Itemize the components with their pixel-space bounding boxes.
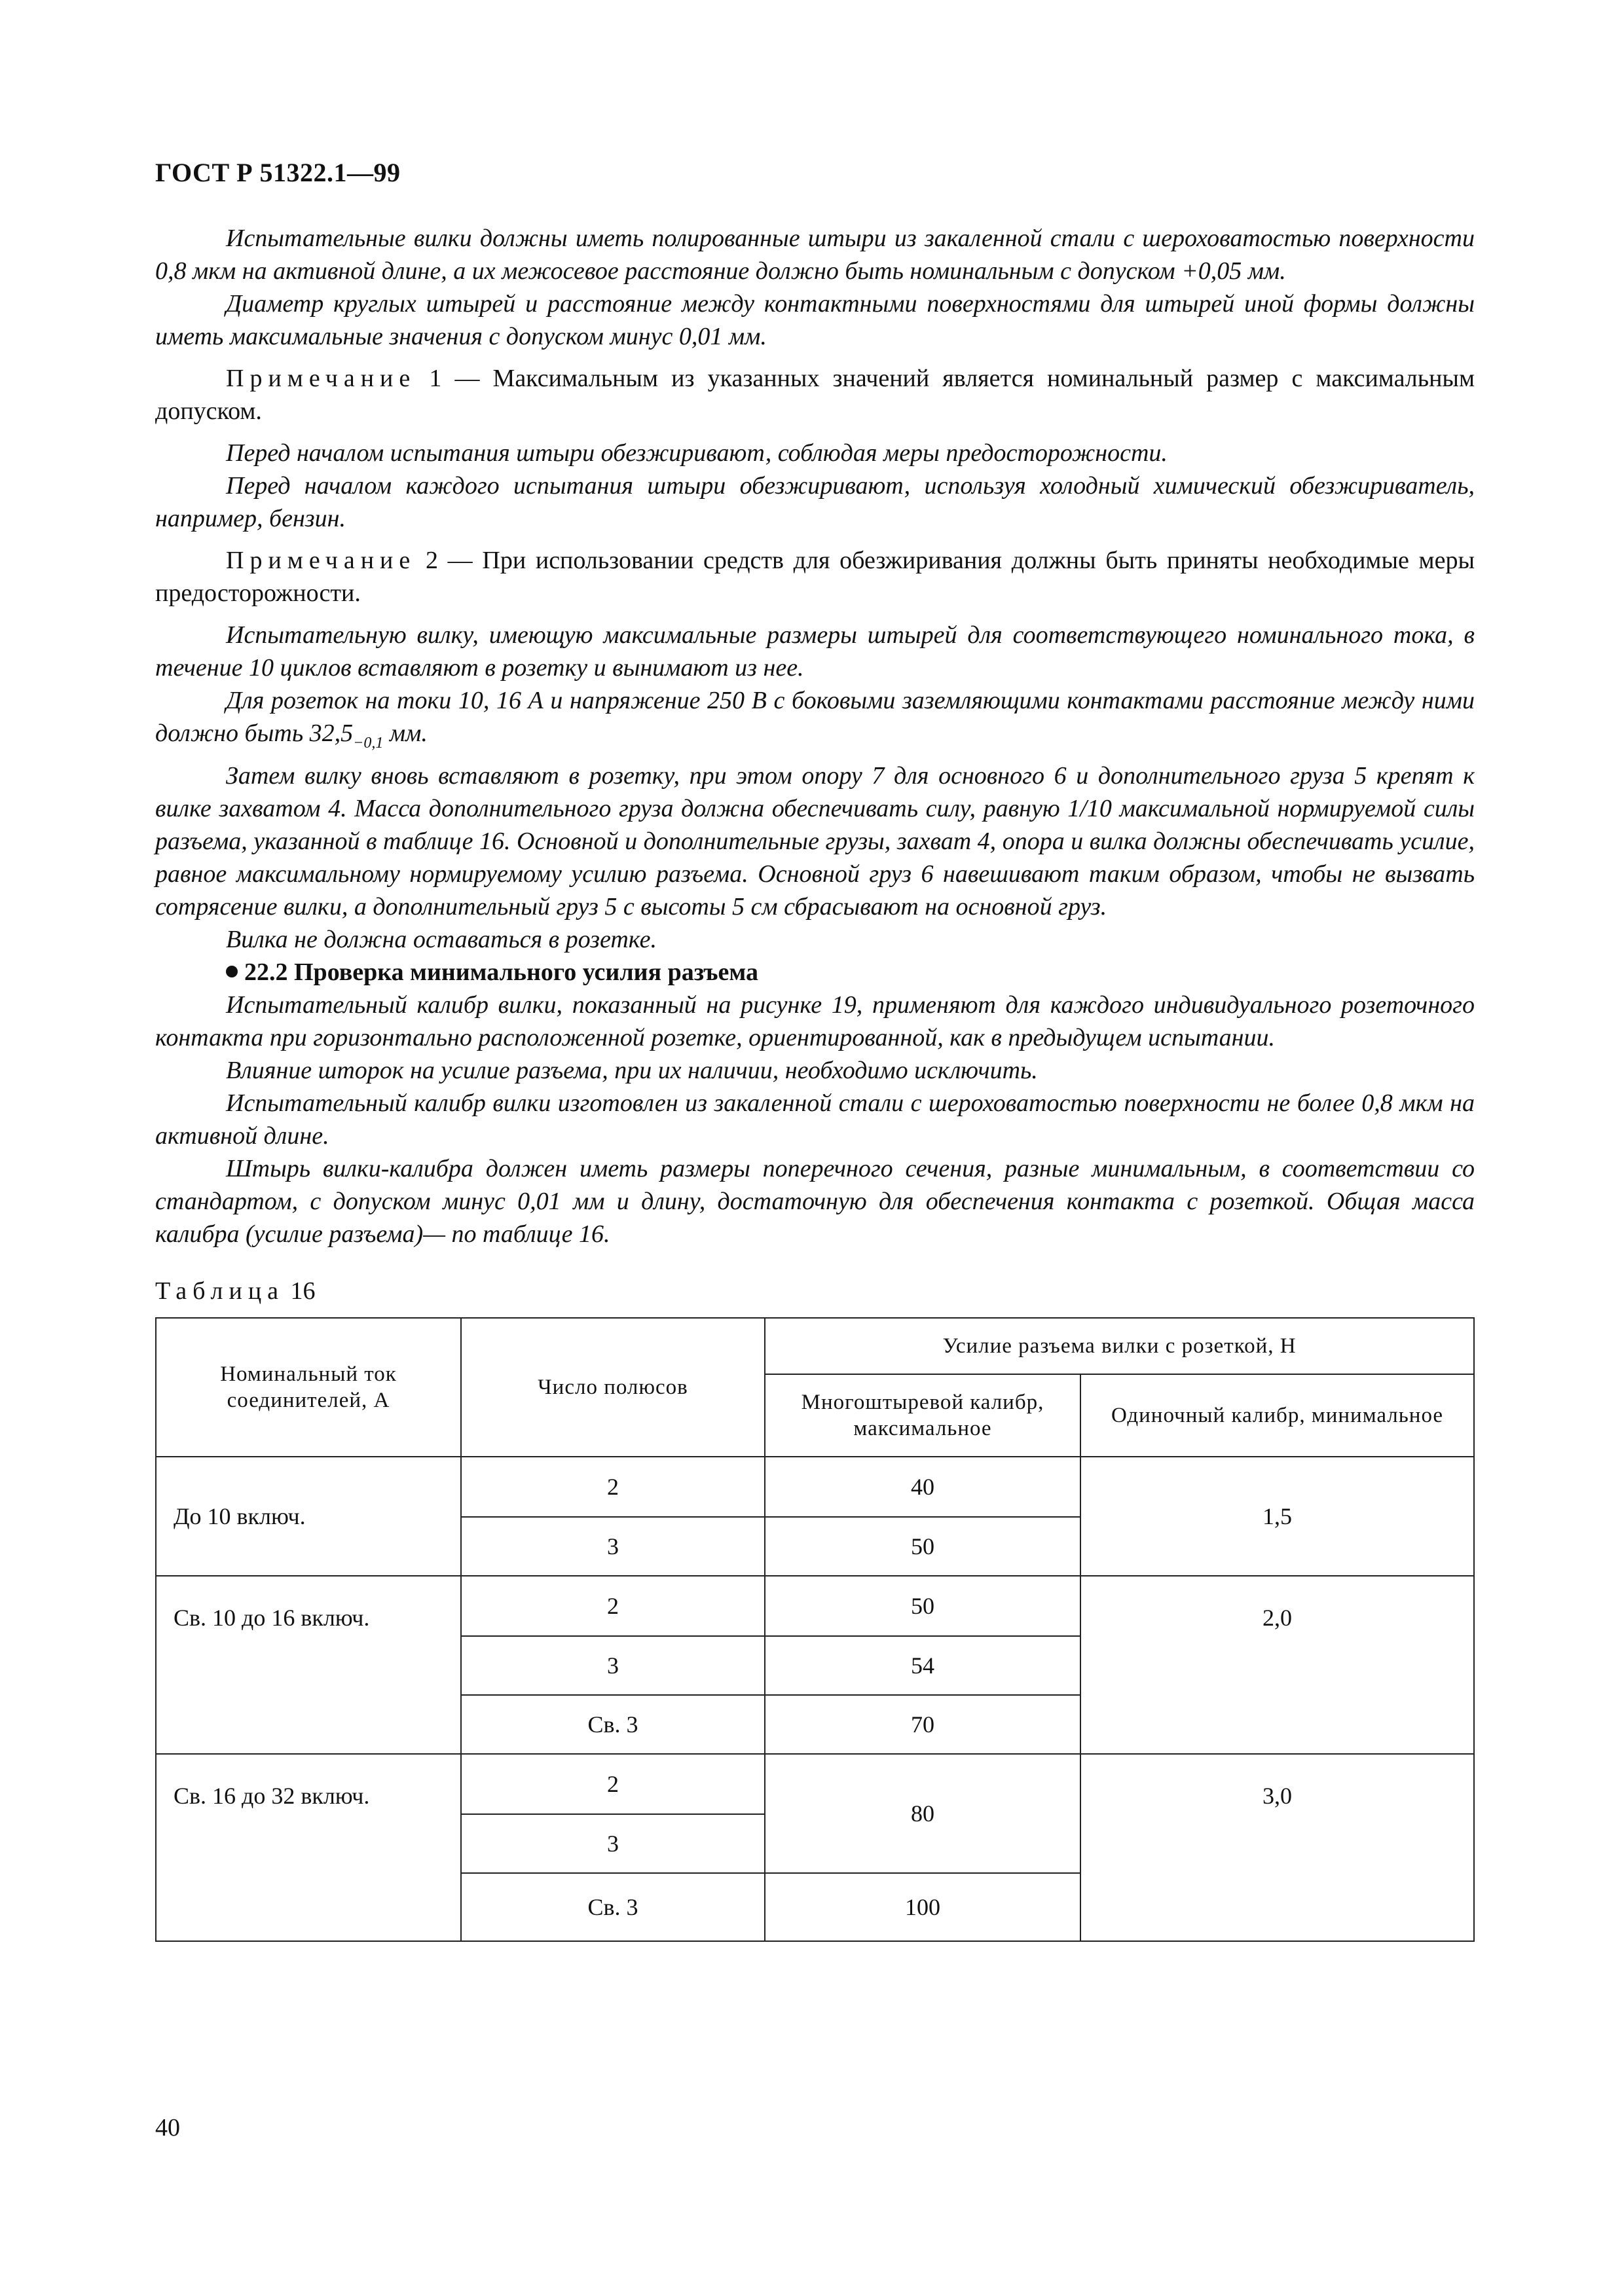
paragraph: Перед началом испытания штыри обезжиривают, соблюдая меры предосторожности. <box>226 439 1168 467</box>
cell-multi: 70 <box>765 1695 1080 1754</box>
cell-current: Св. 16 до 32 включ. <box>156 1754 461 1941</box>
table-label-word: Таблица <box>155 1277 285 1305</box>
note-text: 2 — При использовании средств для обезжиривания должны быть приняты необходимые меры предосторожности. <box>155 547 1475 607</box>
paragraph: Затем вилку вновь вставляют в розетку, при этом опору 7 для основного 6 и дополнительного груза 5 крепят к вилке захватом 4. Масса дополнительного груза должна обеспечивать силу, равную 1/10 максимальной нормируемой силы разъема, указанной в таблице 16. Основной и дополнительные грузы, захват 4, опора и вилка должны обеспечивать усилие, равное максимальному нормируемому усилию разъема. Основной груз 6 навешивают таким образом, чтобы не вызвать сотрясение вилки, а дополнительный груз 5 с высоты 5 см сбрасывают на основной груз. <box>155 762 1475 920</box>
note-label: Примечание <box>226 547 416 574</box>
paragraph: Диаметр круглых штырей и расстояние между контактными поверхностями для штырей иной формы должны иметь максимальные значения с допуском минус 0,01 мм. <box>155 290 1475 350</box>
cell-multi: 100 <box>765 1873 1080 1941</box>
cell-current: До 10 включ. <box>156 1457 461 1576</box>
cell-multi: 50 <box>765 1517 1080 1576</box>
document-page <box>155 157 1475 1942</box>
table-row <box>156 1754 1474 1814</box>
paragraph: Испытательную вилку, имеющую максимальные размеры штырей для соответствующего номинального тока, в течение 10 циклов вставляют в розетку и вынимают из нее. <box>155 621 1475 682</box>
tolerance-subscript: −0,1 <box>353 735 384 752</box>
section-heading-text: 22.2 Проверка минимального усилия разъема <box>244 958 758 986</box>
paragraph: Испытательные вилки должны иметь полированные штыри из закаленной стали с шероховатостью поверхности 0,8 мкм на активной длине, а их межосевое расстояние должно быть номинальным с допуском +0,05 мм. <box>155 225 1475 285</box>
cell-poles: 2 <box>461 1754 765 1814</box>
table-row <box>156 1576 1474 1636</box>
note-2 <box>155 544 1475 610</box>
table-label-number: 16 <box>290 1277 316 1305</box>
cell-poles: 3 <box>461 1636 765 1695</box>
header-single: Одиночный калибр, минимальное <box>1080 1374 1474 1457</box>
paragraph-spacing <box>155 684 1475 759</box>
paragraph: Влияние шторок на усилие разъема, при их наличии, необходимо исключить. <box>226 1057 1038 1084</box>
note-label: Примечание <box>226 365 416 392</box>
bullet-icon <box>226 966 238 977</box>
cell-single: 3,0 <box>1080 1754 1474 1941</box>
document-header: ГОСТ Р 51322.1—99 <box>155 158 401 187</box>
paragraph: Штырь вилки-калибра должен иметь размеры поперечного сечения, разные минимальным, в соответствии со стандартом, с допуском минус 0,01 мм и длину, достаточную для обеспечения контакта с розеткой. Общая масса калибра (усилие разъема)— по таблице 16. <box>155 1155 1475 1248</box>
page-number: 40 <box>155 2114 180 2141</box>
note-1 <box>155 362 1475 428</box>
header-force: Усилие разъема вилки с розеткой, Н <box>765 1318 1474 1374</box>
cell-poles: 2 <box>461 1576 765 1636</box>
cell-single: 1,5 <box>1080 1457 1474 1576</box>
paragraph: Перед началом каждого испытания штыри обезжиривают, используя холодный химический обезжириватель, например, бензин. <box>155 472 1475 532</box>
cell-poles: 3 <box>461 1517 765 1576</box>
header-current: Номинальный ток соединителей, А <box>156 1318 461 1457</box>
paragraph-text: Для розеток на токи 10, 16 А и напряжение 250 В с боковыми заземляющими контактами расстояние между ними должно быть 32,5 <box>155 687 1475 747</box>
paragraph: Испытательный калибр вилки, показанный на рисунке 19, применяют для каждого индивидуального розеточного контакта при горизонтально расположенной розетке, ориентированной, как в предыдущем испытании. <box>155 991 1475 1051</box>
header-poles: Число полюсов <box>461 1318 765 1457</box>
cell-poles: 2 <box>461 1457 765 1517</box>
paragraph: Вилка не должна оставаться в розетке. <box>226 926 657 953</box>
table-16 <box>155 1317 1475 1942</box>
section-heading <box>155 956 1475 989</box>
header-multi: Многоштыревой калибр, максимальное <box>765 1374 1080 1457</box>
cell-poles: Св. 3 <box>461 1695 765 1754</box>
paragraph-text: мм. <box>383 720 428 747</box>
cell-multi: 40 <box>765 1457 1080 1517</box>
note-text: 1 — Максимальным из указанных значений является номинальный размер с максимальным допуском. <box>155 365 1475 425</box>
cell-current: Св. 10 до 16 включ. <box>156 1576 461 1754</box>
paragraph: Испытательный калибр вилки изготовлен из закаленной стали с шероховатостью поверхности не более 0,8 мкм на активной длине. <box>155 1089 1475 1150</box>
table-label <box>155 1277 1475 1305</box>
cell-single: 2,0 <box>1080 1576 1474 1754</box>
cell-multi: 54 <box>765 1636 1080 1695</box>
cell-multi: 50 <box>765 1576 1080 1636</box>
cell-poles: 3 <box>461 1814 765 1873</box>
cell-poles: Св. 3 <box>461 1873 765 1941</box>
table-row <box>156 1457 1474 1517</box>
cell-multi: 80 <box>765 1754 1080 1873</box>
